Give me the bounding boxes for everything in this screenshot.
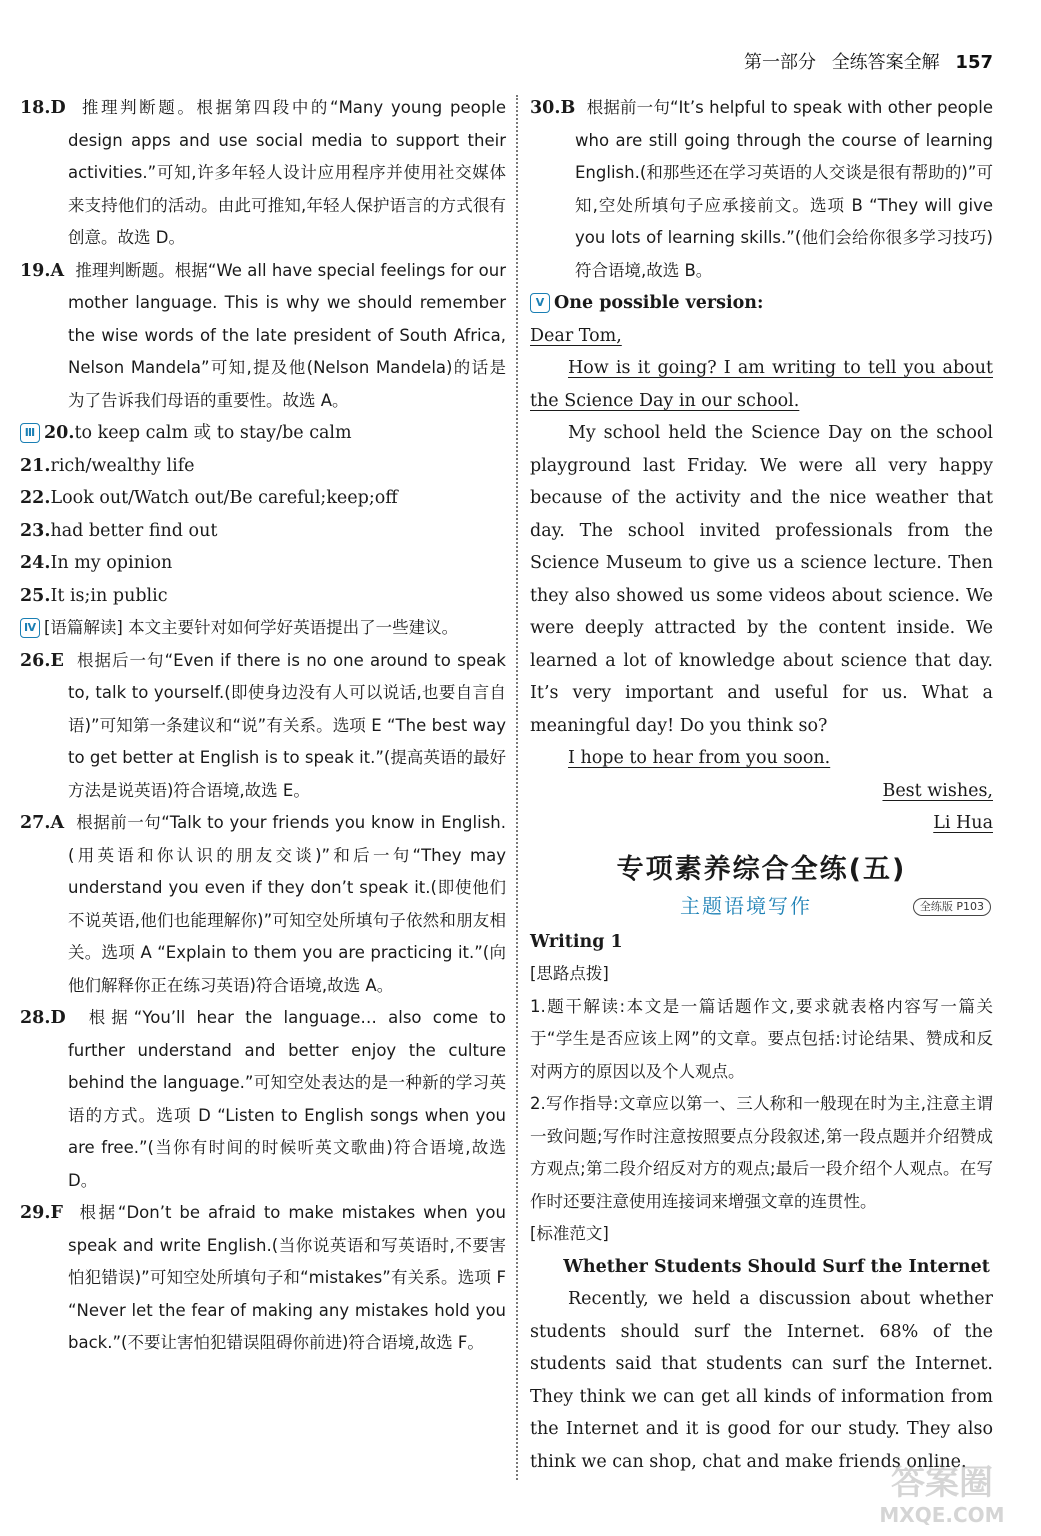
right-column bbox=[530, 92, 993, 1478]
svg-text:MXQE.COM: MXQE.COM bbox=[879, 1503, 1005, 1527]
hint-label: [思路点拨] bbox=[530, 964, 609, 983]
part-3-badge: Ⅲ bbox=[20, 423, 40, 443]
letter-paragraph-2: My school held the Science Day on the school playground last Friday. We were all very happy because of the activity and the nice weather that day. The school invited professionals from the Science Museum to give us a science lecture. Then they also showed us some videos about science. We were deeply attracted by the content inside. We learned a lot of knowledge about science that day. It’s very important and useful for us. What a meaningful day! Do you think so? bbox=[530, 423, 993, 736]
answer-19: 19.A 推理判断题。根据“We all have special feelings for our mother language. This is why we should remember the wise words of the late president of South Africa, Nelson Mandela”可知,提及他(Nelson Mandela)的话是为了告诉我们母语的重要性。故选 A。 bbox=[20, 260, 506, 410]
section-subtitle: 主题语境写作 bbox=[680, 893, 812, 918]
answer-29: 29.F 根据“Don’t be afraid to make mistakes when you speak and write English.(当你说英语和写英语时,不要害怕犯错误)”可知空处所填句子和“mistakes”有关系。选项 F “Never let the fear of making any mistakes hold you back.”(不要让害怕犯错误阻碍你前进)符合语境,故选 F。 bbox=[20, 1203, 506, 1352]
answer-21: 21.rich/wealthy life bbox=[20, 455, 195, 476]
letter-signature: Li Hua bbox=[933, 813, 993, 833]
model-label: [标准范文] bbox=[530, 1224, 609, 1243]
answer-18: 18.D 推理判断题。根据第四段中的“Many young people design apps and use social media to support their activities.”可知,许多年轻人设计应用程序并使用社交媒体来支持他们的活动。由此可推知,年轻人保护语言的方式很有创意。故选 D。 bbox=[20, 98, 506, 247]
subtitle-row bbox=[530, 890, 993, 926]
answer-23: 23.had better find out bbox=[20, 520, 218, 541]
page-header bbox=[734, 48, 993, 74]
letter-paragraph-3: I hope to hear from you soon. bbox=[568, 748, 831, 768]
part-4-intro: Ⅳ [语篇解读] 本文主要针对如何学好英语提出了一些建议。 bbox=[20, 612, 506, 645]
svg-text:答案圈: 答案圈 bbox=[891, 1463, 993, 1503]
answer-28: 28.D 根据“You’ll hear the language… also come to further understand and better enjoy the culture behind the language.”可知空处表达的是一种新的学习英语的方式。选项 D “Listen to English songs when you are free.”(当你有时间的时候听英文歌曲)符合语境,故选 D。 bbox=[20, 1008, 506, 1190]
section-title: 专项素养综合全练(五) bbox=[616, 853, 907, 885]
hint-2: 2.写作指导:文章应以第一、三人称和一般现在时为主,注意主谓一致问题;写作时注意按照要点分段叙述,第一段点题并介绍赞成方观点;第二段介绍反对方的观点;最后一段介绍个人观点。在写作时还要注意使用连接词来增强文章的连贯性。 bbox=[530, 1094, 993, 1211]
letter-paragraph-1: How is it going? I am writing to tell you about the Science Day in our school. bbox=[530, 358, 993, 411]
essay-paragraph-1: Recently, we held a discussion about whether students should surf the Internet. 68% of the students said that students can surf the Internet. They think we can get all kinds of information from the Internet and it is good for our study. They also think we can shop, chat and make friends online. bbox=[530, 1289, 993, 1472]
answer-20: Ⅲ 20.to keep calm 或 to stay/be calm bbox=[20, 417, 506, 450]
column-divider bbox=[516, 95, 518, 1480]
part-5-heading: Ⅴ One possible version: bbox=[530, 287, 993, 320]
left-column bbox=[20, 92, 506, 1360]
answer-22: 22.Look out/Watch out/Be careful;keep;off bbox=[20, 488, 398, 508]
watermark-logo bbox=[857, 1456, 1027, 1528]
letter-closing: Best wishes, bbox=[882, 780, 993, 801]
answer-25: 25.It is;in public bbox=[20, 585, 168, 606]
essay-title: Whether Students Should Surf the Internet bbox=[563, 1256, 990, 1277]
answer-24: 24.In my opinion bbox=[20, 553, 173, 573]
answer-30: 30.B 根据前一句“It’s helpful to speak with other people who are still going through the course of learning English.(和那些还在学习英语的人交谈是很有帮助的)”可知,空处所填句子应承接前文。选项 B “They will give you lots of learning skills.”(他们会给你很多学习技巧)符合语境,故选 B。 bbox=[530, 98, 993, 280]
letter-greeting: Dear Tom, bbox=[530, 325, 622, 346]
part-5-badge: Ⅴ bbox=[530, 293, 550, 313]
writing-label: Writing 1 bbox=[530, 931, 623, 952]
answer-27: 27.A 根据前一句“Talk to your friends you know in English.(用英语和你认识的朋友交谈)”和后一句“They may understand you even if they don’t speak it.(即使他们不说英语,他们也能理解你)”可知空处所填句子依然和朋友相关。选项 A “Explain to them you are practicing it.”(向他们解释你正在练习英语)符合语境,故选 A。 bbox=[20, 813, 506, 995]
answer-26: 26.E 根据后一句“Even if there is no one around to speak to, talk to yourself.(即使身边没有人可以说话,也要自言自语)”可知第一条建议和“说”有关系。选项 E “The best way to get better at English is to speak it.”(提高英语的最好方法是说英语)符合语境,故选 E。 bbox=[20, 650, 506, 800]
header-title: 全练答案全解 bbox=[831, 52, 940, 73]
header-section: 第一部分 bbox=[743, 52, 816, 73]
page-number: 157 bbox=[955, 52, 993, 73]
page-reference-tag: 全练版 P103 bbox=[913, 898, 991, 916]
hint-1: 1.题干解读:本文是一篇话题作文,要求就表格内容写一篇关于“学生是否应该上网”的文章。要点包括:讨论结果、赞成和反对两方的原因以及个人观点。 bbox=[530, 996, 993, 1081]
part-4-badge: Ⅳ bbox=[20, 618, 40, 638]
